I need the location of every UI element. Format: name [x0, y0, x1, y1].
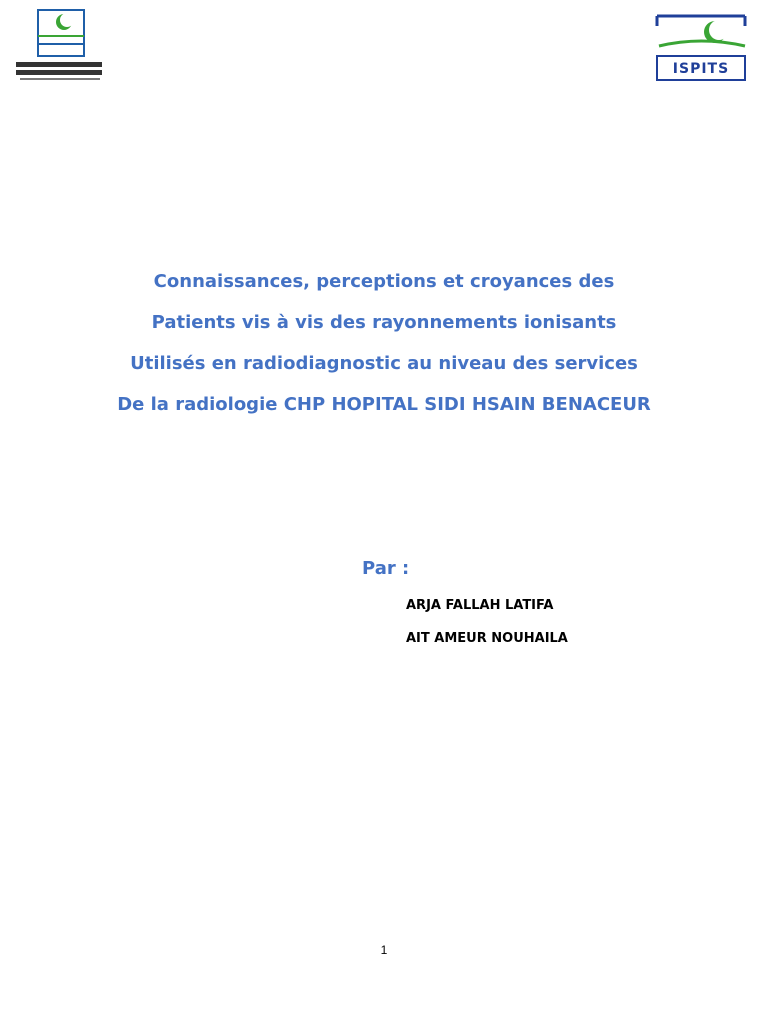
byline-label: Par :: [362, 558, 410, 579]
title-line-3: Utilisés en radiodiagnostic au niveau des services: [130, 353, 638, 374]
author-name: AIT AMEUR NOUHAILA: [406, 631, 568, 646]
ministry-arabic-caption-icon: [14, 60, 106, 82]
title-line-4: De la radiologie CHP HOPITAL SIDI HSAIN BENACEUR: [117, 394, 651, 415]
page-number: 1: [380, 943, 388, 957]
ministry-logo: [14, 8, 106, 82]
title-line-1: Connaissances, perceptions et croyances des: [153, 271, 615, 292]
ispits-logo: [653, 12, 749, 82]
ispits-label: ISPITS: [672, 61, 730, 77]
title-line-2: Patients vis à vis des rayonnements ionisants: [151, 312, 617, 333]
author-name: ARJA FALLAH LATIFA: [406, 598, 554, 613]
document-title: [0, 266, 768, 430]
ministry-health-emblem-icon: [36, 8, 86, 58]
